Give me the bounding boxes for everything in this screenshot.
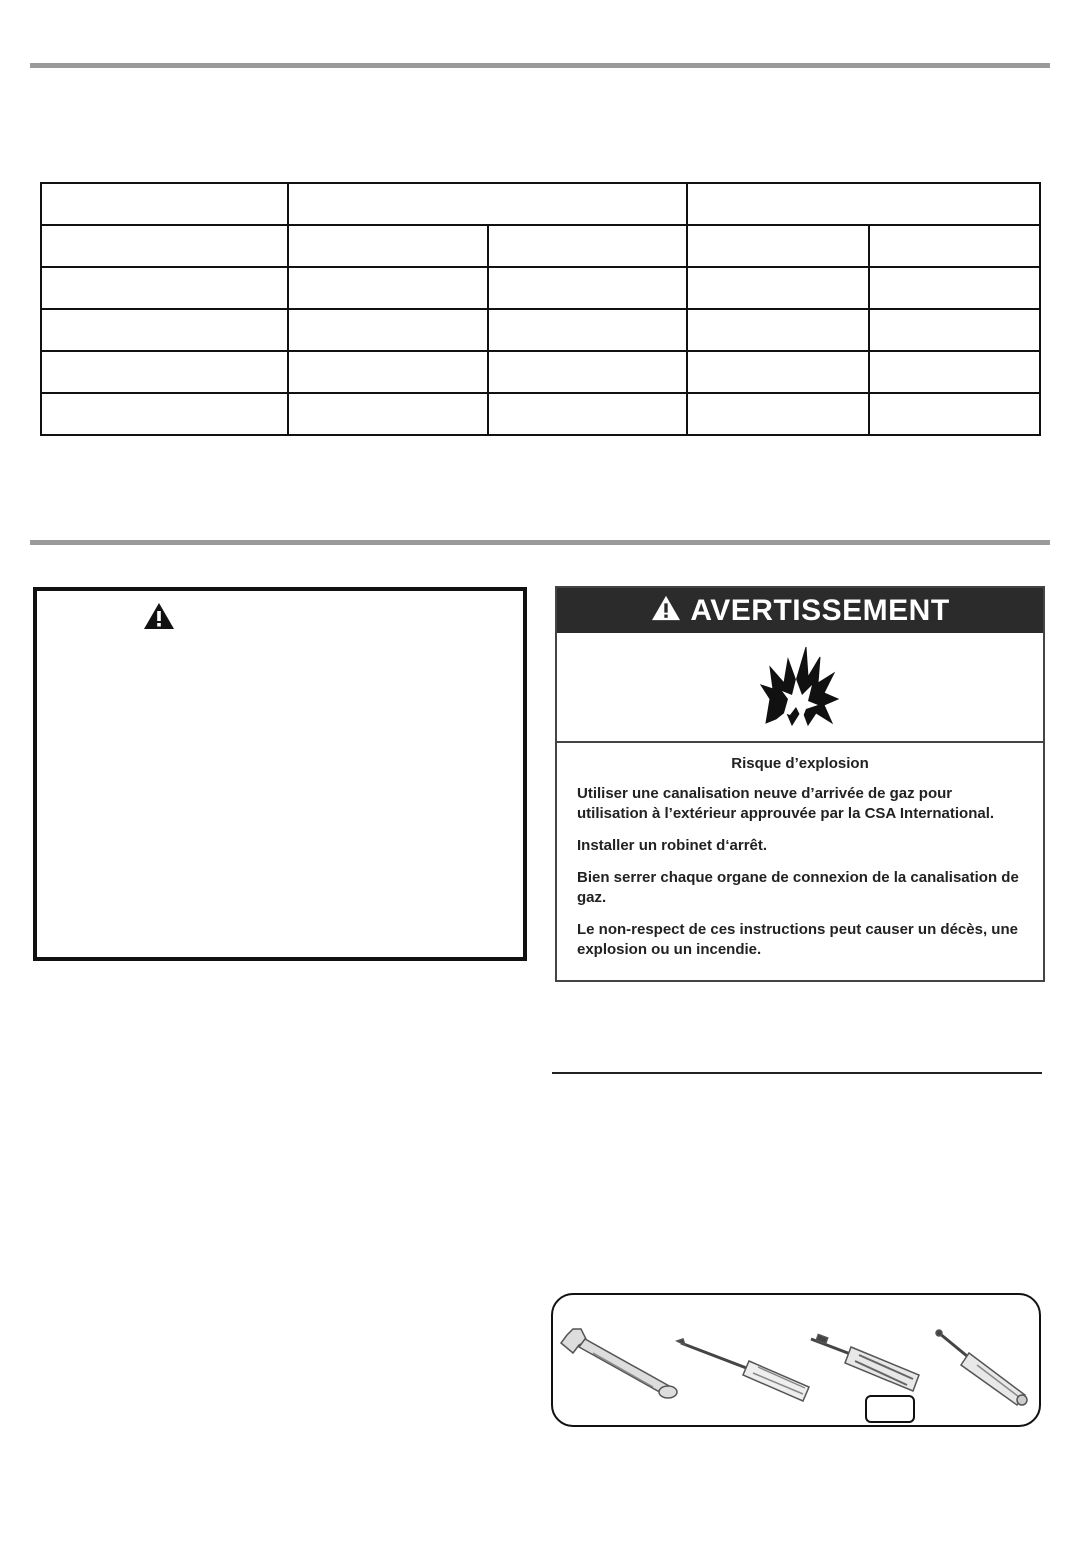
table-cell [488, 351, 687, 393]
table-subheader-row [41, 225, 1040, 267]
table-header-row [41, 183, 1040, 225]
table-cell [488, 267, 687, 309]
table-cell [288, 267, 488, 309]
tools-illustration [553, 1295, 1043, 1429]
table-cell [41, 183, 288, 225]
warning-body [557, 743, 1043, 960]
table-cell [288, 351, 488, 393]
table-cell [288, 225, 488, 267]
phillips-screwdriver-icon [677, 1339, 809, 1401]
tools-panel [551, 1293, 1041, 1427]
table-cell [869, 393, 1040, 435]
table-group-header [288, 183, 687, 225]
table-cell [869, 267, 1040, 309]
table-row [41, 309, 1040, 351]
table-cell [869, 225, 1040, 267]
table-cell [41, 393, 288, 435]
tools-label-box [865, 1395, 915, 1423]
nut-driver-icon [936, 1330, 1027, 1405]
table-cell [869, 309, 1040, 351]
table-cell [869, 351, 1040, 393]
table-cell [687, 267, 869, 309]
table-cell [488, 309, 687, 351]
table-cell [288, 309, 488, 351]
hazard-title: Risque d’explosion [731, 755, 869, 772]
table-cell [488, 393, 687, 435]
warning-triangle-icon [142, 601, 176, 636]
spec-table [40, 182, 1041, 436]
section-underline [552, 1072, 1042, 1074]
warning-banner-title: AVERTISSEMENT [690, 593, 950, 627]
table-cell [41, 309, 288, 351]
warning-banner [557, 588, 1043, 633]
adjustable-wrench-icon [561, 1329, 677, 1398]
table-row [41, 351, 1040, 393]
table-cell [488, 225, 687, 267]
warning-triangle-icon [650, 594, 682, 627]
table-cell [288, 393, 488, 435]
warning-paragraph: Le non-respect de ces instructions peut causer un décès, une explosion ou un incendie. [577, 921, 1018, 958]
table-cell [41, 225, 288, 267]
table-cell [687, 309, 869, 351]
warning-label [555, 586, 1045, 982]
table-cell [687, 393, 869, 435]
table-row [41, 267, 1040, 309]
table-group-header [687, 183, 1040, 225]
table-cell [687, 351, 869, 393]
table-cell [41, 351, 288, 393]
warning-paragraph: Bien serrer chaque organe de connexion de la canalisation de gaz. [577, 869, 1019, 906]
table-row [41, 393, 1040, 435]
table-cell [687, 225, 869, 267]
warning-frame-empty [33, 587, 527, 961]
section-divider-top [30, 63, 1050, 68]
table-cell [41, 267, 288, 309]
section-divider-middle [30, 540, 1050, 545]
explosion-icon [758, 643, 842, 732]
warning-paragraph: Utiliser une canalisation neuve d’arrivée de gaz pour utilisation à l’extérieur approuvée par la CSA International. [577, 785, 995, 822]
explosion-symbol [557, 633, 1043, 743]
flat-screwdriver-icon [811, 1334, 919, 1391]
warning-paragraph: Installer un robinet d‘arrêt. [577, 837, 768, 854]
